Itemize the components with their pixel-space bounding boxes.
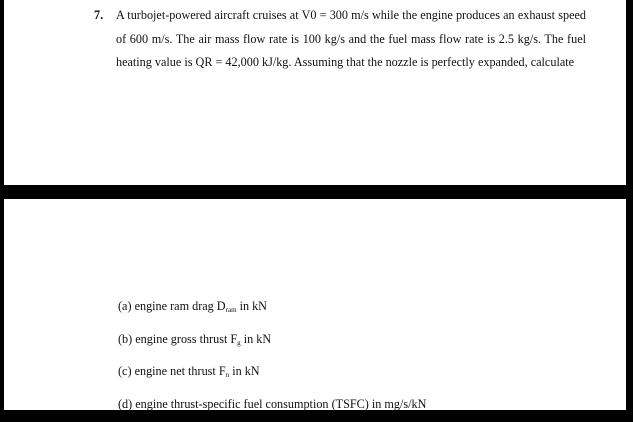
part-subscript: g: [237, 339, 241, 347]
part-subscript: ram: [226, 306, 237, 314]
part-label: (b): [118, 332, 132, 346]
part-a: [118, 292, 426, 325]
question-block: [94, 4, 586, 75]
answer-panel: [4, 199, 626, 410]
part-text: engine ram drag D: [135, 299, 226, 313]
part-unit: in kN: [237, 299, 267, 313]
part-text: engine gross thrust F: [135, 332, 237, 346]
part-text: engine net thrust F: [135, 364, 226, 378]
part-unit: in kN: [241, 332, 271, 346]
part-label: (a): [118, 299, 132, 313]
part-d: [118, 390, 426, 422]
part-subscript: n: [226, 371, 230, 379]
question-text: A turbojet-powered aircraft cruises at V0 = 300 m/s while the engine produces an exhaust speed of 600 m/s. The air mass flow rate is 100 kg/s and the fuel mass flow rate is 2.5 kg/s. The fuel heating value is QR = 42,000 kJ/kg. Assuming that the nozzle is perfectly expanded, calculate: [116, 4, 586, 75]
question-number: 7.: [94, 4, 116, 75]
part-c: [118, 357, 426, 390]
part-label: (d): [118, 397, 132, 411]
question-panel: [4, 0, 626, 185]
part-unit: in kN: [229, 364, 259, 378]
part-b: [118, 325, 426, 358]
part-label: (c): [118, 364, 132, 378]
parts-list: [118, 292, 426, 422]
part-text: engine thrust-specific fuel consumption (TSFC) in mg/s/kN: [135, 397, 426, 411]
